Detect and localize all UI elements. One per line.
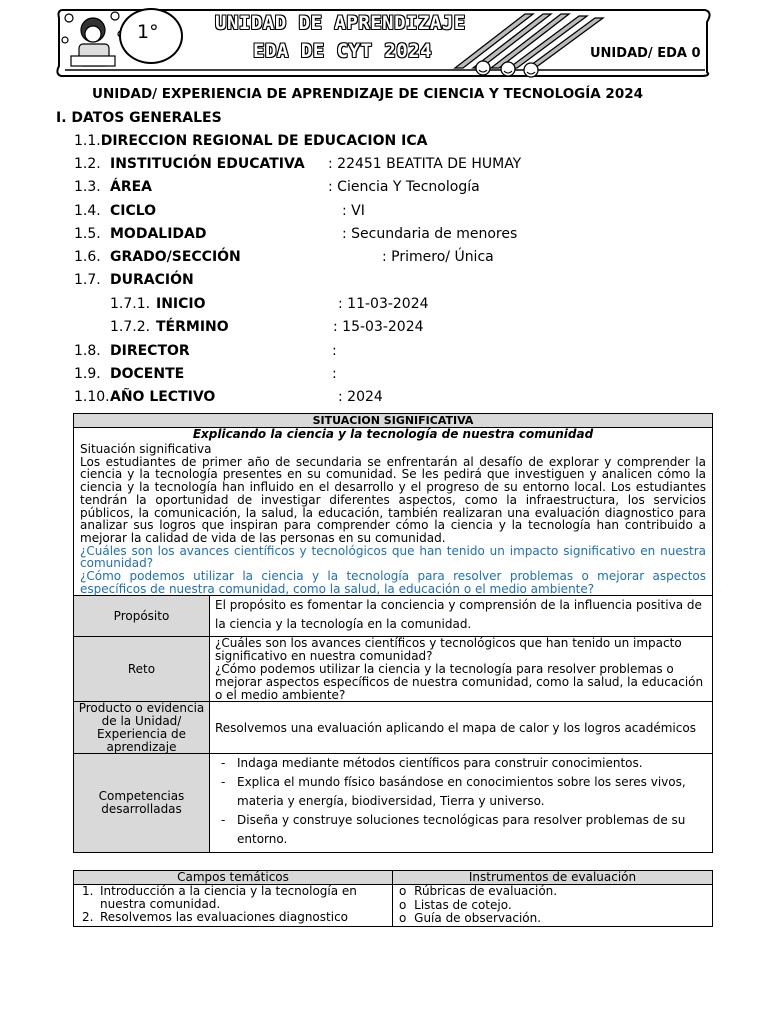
row-number: 1.10. xyxy=(74,389,110,405)
situacion-table xyxy=(73,413,713,853)
datos-row-1-10 xyxy=(74,389,215,405)
row-value: : Primero/ Única xyxy=(382,249,494,265)
list-item: o Rúbricas de evaluación. xyxy=(399,885,712,899)
datos-row-1-7 xyxy=(74,272,194,288)
row-value: : 15-03-2024 xyxy=(333,319,424,335)
row-label: DURACIÓN xyxy=(110,272,194,288)
item-number: 2. xyxy=(82,910,94,924)
instrumentos-cell xyxy=(393,885,712,926)
row-value: : Secundaria de menores xyxy=(342,226,518,242)
situacion-subtitle: Explicando la ciencia y la tecnología de nuestra comunidad xyxy=(192,427,594,441)
row-label: INICIO xyxy=(156,296,206,312)
list-item: o Guía de observación. xyxy=(399,912,712,926)
reto-question-1: ¿Cuáles son los avances científicos y tecnológicos que han tenido un impacto significativo en nuestra comunidad? xyxy=(215,636,682,664)
reto-text xyxy=(210,637,712,701)
row-label: DIRECTOR xyxy=(110,343,190,359)
section-title: I. DATOS GENERALES xyxy=(56,110,222,126)
reto-label: Reto xyxy=(74,637,210,701)
row-value: : VI xyxy=(342,203,365,219)
situacion-question-1: ¿Cuáles son los avances científicos y tecnológicos que han tenido un impacto significativo en nuestra comunidad? xyxy=(80,543,706,571)
row-value: : xyxy=(332,343,337,359)
row-value: : xyxy=(332,366,337,382)
row-label: DIRECCION REGIONAL DE EDUCACION ICA xyxy=(100,133,428,149)
datos-row-1-7-2 xyxy=(110,319,229,335)
row-label: INSTITUCIÓN EDUCATIVA xyxy=(110,156,305,172)
col-header-campos: Campos temáticos xyxy=(74,871,393,884)
row-number: 1.6. xyxy=(74,249,101,265)
datos-row-1-8 xyxy=(74,343,190,359)
situacion-text: Los estudiantes de primer año de secundaria se enfrentarán al desafío de explorar y comprender la ciencia y la tecnología presentes en su comunidad. Se les pedirá que investiguen y analicen cómo la ciencia y la tecnología han influido en el desarrollo y el progreso de su entorno local. Los estudiantes tendrán la oportunidad de investigar diferentes aspectos, como la infraestructura, los servicios públicos, la comunicación, la salud, la educación, también realizaran una evaluación diagnostico para analizar sus logros que inspiran para comprender cómo la ciencia y la tecnología han contribuido a mejorar la calidad de vida de las personas en su comunidad. xyxy=(80,454,706,545)
datos-row-1-6 xyxy=(74,249,241,265)
table-header xyxy=(74,871,712,885)
row-label: GRADO/SECCIÓN xyxy=(110,249,241,265)
row-value: : 22451 BEATITA DE HUMAY xyxy=(328,156,522,172)
list-item xyxy=(74,911,392,924)
row-value: : 2024 xyxy=(338,389,383,405)
datos-row-1-7-1 xyxy=(110,296,206,312)
situacion-label: Situación significativa xyxy=(80,442,212,456)
datos-row-1-9 xyxy=(74,366,184,382)
reto-question-2: ¿Cómo podemos utilizar la ciencia y la tecnología para resolver problemas o mejorar aspectos específicos de nuestra comunidad, como la salud, la educación o el medio ambiente? xyxy=(215,662,704,703)
row-number: 1.7.1. xyxy=(110,296,151,312)
row-number: 1.3. xyxy=(74,179,101,195)
row-label: TÉRMINO xyxy=(156,319,229,335)
row-number: 1.9. xyxy=(74,366,101,382)
datos-row-1-2 xyxy=(74,156,305,172)
item-text: Introducción a la ciencia y la tecnología en nuestra comunidad. xyxy=(100,884,357,911)
list-item: - Diseña y construye soluciones tecnológicas para resolver problemas de su entorno. xyxy=(215,811,707,849)
list-item: - Indaga mediante métodos científicos para construir conocimientos. xyxy=(215,754,707,773)
document-title: UNIDAD/ EXPERIENCIA DE APRENDIZAJE DE CIENCIA Y TECNOLOGÍA 2024 xyxy=(92,86,644,102)
row-label: CICLO xyxy=(110,203,157,219)
row-number: 1.7.2. xyxy=(110,319,151,335)
campos-list xyxy=(74,885,392,924)
datos-row-1-4 xyxy=(74,203,156,219)
row-label: ÁREA xyxy=(110,179,153,195)
banner-title-line1: UNIDAD DE APRENDIZAJE xyxy=(215,12,466,34)
producto-label: Producto o evidencia de la Unidad/ Experiencia de aprendizaje xyxy=(74,702,210,753)
situacion-body xyxy=(74,441,712,595)
list-item xyxy=(74,885,392,911)
item-number: 1. xyxy=(82,884,94,898)
row-value: : Ciencia Y Tecnología xyxy=(328,179,480,195)
datos-row-1-1 xyxy=(74,133,427,149)
competencias-list-cell xyxy=(210,754,712,852)
situacion-question-2: ¿Cómo podemos utilizar la ciencia y la tecnología para resolver problemas o mejorar aspectos específicos de nuestra comunidad, como la salud, la educación o el medio ambiente? xyxy=(80,569,706,596)
row-label: AÑO LECTIVO xyxy=(110,389,216,405)
grade-label: 1° xyxy=(137,21,159,43)
reto-row xyxy=(74,636,712,701)
col-header-instrumentos: Instrumentos de evaluación xyxy=(468,870,637,884)
row-label: MODALIDAD xyxy=(110,226,207,242)
item-text: Resolvemos las evaluaciones diagnostico xyxy=(100,910,349,924)
producto-text: Resolvemos una evaluación aplicando el mapa de calor y los logros académicos xyxy=(215,720,696,735)
row-number: 1.1. xyxy=(74,133,101,149)
instrumentos-list xyxy=(399,885,712,926)
header-banner xyxy=(55,4,715,78)
proposito-row xyxy=(74,595,712,636)
producto-row xyxy=(74,701,712,753)
proposito-label: Propósito xyxy=(74,596,210,636)
table-body xyxy=(74,885,712,926)
row-number: 1.8. xyxy=(74,343,101,359)
situacion-header: SITUACION SIGNIFICATIVA xyxy=(74,414,712,428)
row-number: 1.7. xyxy=(74,272,101,288)
competencias-row xyxy=(74,753,712,852)
campos-cell xyxy=(74,885,393,926)
competencias-label: Competencias desarrolladas xyxy=(74,754,210,852)
row-number: 1.2. xyxy=(74,156,101,172)
datos-row-1-3 xyxy=(74,179,152,195)
proposito-text: El propósito es fomentar la conciencia y comprensión de la influencia positiva de la ciencia y la tecnología en la comunidad. xyxy=(215,598,702,632)
row-value: : 11-03-2024 xyxy=(338,296,429,312)
row-label: DOCENTE xyxy=(110,366,185,382)
row-number: 1.5. xyxy=(74,226,101,242)
list-item: o Listas de cotejo. xyxy=(399,899,712,913)
banner-title-line2: EDA DE CYT 2024 xyxy=(253,40,433,62)
row-number: 1.4. xyxy=(74,203,101,219)
campos-instrumentos-table xyxy=(73,870,713,927)
unit-tag: UNIDAD/ EDA 0 xyxy=(590,46,701,61)
datos-row-1-5 xyxy=(74,226,207,242)
competencias-list xyxy=(215,754,707,849)
list-item: - Explica el mundo físico basándose en conocimientos sobre los seres vivos, materia y energía, biodiversidad, Tierra y universo. xyxy=(215,773,707,811)
